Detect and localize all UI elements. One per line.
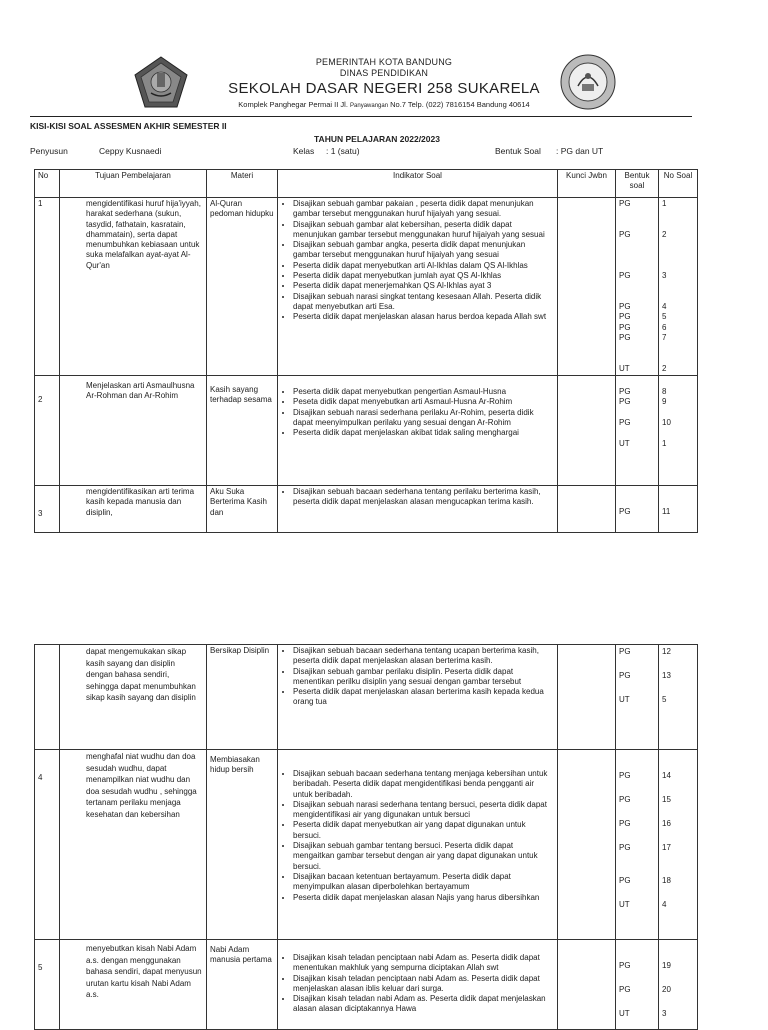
row-bentuk: PG PG UT xyxy=(616,940,659,1030)
col-header-indikator: Indikator Soal xyxy=(278,170,558,198)
list-item: • Disajikan sebuah gambar tentang bersuci. Peserta didik dapat mengaitkan gambar tersebut dengan air yang dapat digunakan untuk bersuci. xyxy=(293,841,554,872)
school-year: TAHUN PELAJARAN 2022/2023 xyxy=(314,134,440,144)
school-address: Komplek Panghegar Permai II Jl. Panyawangan No.7 Telp. (022) 7816154 Bandung 40614 xyxy=(238,100,530,109)
list-item: • Disajikan bacaan ketentuan bertayamum. Peserta didik dapat menyimpulkan alasan diperbolehkan bertayamum xyxy=(293,872,554,893)
list-item: • Disajikan sebuah narasi sederhana tentang bersuci, peserta didik dapat mengidentifikasi air yang digunakan untuk bersuci xyxy=(293,800,554,821)
list-item: • Disajikan sebuah narasi sederhana perilaku Ar-Rohim, peserta didik dapat meenyimpulkan perilaku yang sesuai dengan Ar-Rohim xyxy=(293,408,554,429)
row-nosoal: 12 13 5 xyxy=(659,645,698,750)
list-item: • Peserta didik dapat menyebutkan arti Al-Ikhlas dalam QS Al-Ikhlas xyxy=(293,261,554,271)
row-nosoal: 8 9 10 1 xyxy=(659,376,698,486)
table-row xyxy=(35,486,698,533)
row-indikator xyxy=(278,750,558,940)
bentuk-soal-label: Bentuk Soal xyxy=(495,146,541,156)
row-tujuan: menyebutkan kisah Nabi Adam a.s. dengan menggunakan bahasa sendiri, dapat menyusun urutan kartu kisah Nabi Adam a.s. xyxy=(60,940,207,1030)
list-item: • Disajikan kisah teladan penciptaan nabi Adam as. Peserta didik dapat menjelaskan alasan iblis keluar dari surga. xyxy=(293,974,554,995)
list-item: • Disajikan sebuah gambar perilaku disiplin. Peserta didik dapat menentikan perilku disiplin yang sesuai dengan gambar tersebut xyxy=(293,667,554,688)
row-nosoal: 11 xyxy=(659,486,698,533)
table-row xyxy=(35,940,698,1030)
kisi-kisi-table xyxy=(34,169,698,533)
row-nosoal: 19 20 3 xyxy=(659,940,698,1030)
header-line-2: DINAS PENDIDIKAN xyxy=(339,68,429,78)
row-indikator xyxy=(278,645,558,750)
row-no: 4 xyxy=(35,750,60,940)
row-kunci xyxy=(558,940,616,1030)
row-nosoal: 1 2 3 4 5 6 7 2 xyxy=(659,198,698,376)
col-header-kunci: Kunci Jwbn xyxy=(558,170,616,198)
row-no: 1 xyxy=(35,198,60,376)
list-item: • Peserta didik dapat menjelaskan alasan Najis yang harus dibersihkan xyxy=(293,893,554,903)
page-gap xyxy=(0,600,768,640)
row-tujuan: mengidentifikasikan arti terima kasih kepada manusia dan disiplin, xyxy=(60,486,207,533)
row-indikator xyxy=(278,376,558,486)
row-tujuan: menghafal niat wudhu dan doa sesudah wudhu, dapat menampilkan niat wudhu dan doa sesudah wudhu , sehingga tertanam perilaku menjaga kesehatan dan kebersihan xyxy=(60,750,207,940)
row-indikator xyxy=(278,198,558,376)
row-tujuan: mengidentifikasi huruf hija'iyyah, harakat sederhana (sukun, tasydid, fathatain, kasratain, dhammatain), serta dapat menumbuhkan kebiasaan untuk suka melafalkan ayat-ayat Al-Qur'an xyxy=(60,198,207,376)
row-materi: Kasih sayang terhadap sesama xyxy=(207,376,278,486)
row-bentuk: PG xyxy=(616,486,659,533)
kelas-value: : 1 (satu) xyxy=(326,146,360,156)
list-item: • Disajikan sebuah bacaan sederhana tentang menjaga kebersihan untuk beribadah. Peserta didik dapat mengidentifikasi benda pengganti air untuk beribadah. xyxy=(293,769,554,800)
row-materi: Membiasakan hidup bersih xyxy=(207,750,278,940)
row-kunci xyxy=(558,486,616,533)
list-item: • Disajikan sebuah narasi singkat tentang kesesaan Allah. Peserta didik dapat menyebutkan arti Esa. xyxy=(293,292,554,313)
row-indikator xyxy=(278,940,558,1030)
list-item: • Disajikan sebuah gambar pakaian , peserta didik dapat menunjukan gambar tersebut menggunakan huruf hijaiyah yang sesuai. xyxy=(293,199,554,220)
row-tujuan: Menjelaskan arti Asmaulhusna Ar-Rohman dan Ar-Rohim xyxy=(60,376,207,486)
list-item: • Disajikan sebuah gambar alat kebersihan, peserta didik dapat menunjukan gambar tersebut menggunakan huruf hijaiyah yang sesuai xyxy=(293,220,554,241)
list-item: • Disajikan kisah teladan nabi Adam as. Peserta didik dapat menjelaskan alasan alasan diciptakannya Hawa xyxy=(293,994,554,1015)
row-kunci xyxy=(558,198,616,376)
header-line-1: PEMERINTAH KOTA BANDUNG xyxy=(315,57,453,67)
table-header-row xyxy=(35,170,698,198)
row-no: 2 xyxy=(35,376,60,486)
row-bentuk: PG PG PG PG PG UT xyxy=(616,750,659,940)
col-header-nosoal: No Soal xyxy=(659,170,698,198)
list-item: • Peserta didik dapat menyebutkan air yang dapat digunakan untuk bersuci. xyxy=(293,820,554,841)
row-bentuk: PG PG UT xyxy=(616,645,659,750)
row-bentuk: PG PG PG UT xyxy=(616,376,659,486)
col-header-no: No xyxy=(35,170,60,198)
list-item: • Peseta didik dapat menyebutkan arti Asmaul-Husna Ar-Rohim xyxy=(293,397,554,407)
col-header-bentuk: Bentuk soal xyxy=(616,170,659,198)
list-item: • Disajikan sebuah gambar angka, peserta didik dapat menunjukan gambar tersebut menggunakan huruf hijaiyah yang sesuai xyxy=(293,240,554,261)
row-tujuan: dapat mengemukakan sikap kasih sayang dan disiplin dengan bahasa sendiri, sehingga dapat menumbuhkan sikap kasih sayang dan disiplin xyxy=(60,645,207,750)
header-rule xyxy=(30,116,692,117)
list-item: • Disajikan kisah teladan penciptaan nabi Adam as. Peserta didik dapat menentukan makhluk yang sempurna diciptakan Allah swt xyxy=(293,953,554,974)
row-bentuk: PG PG PG PG PG PG PG UT xyxy=(616,198,659,376)
school-name: SEKOLAH DASAR NEGERI 258 SUKARELA xyxy=(228,80,540,97)
row-no xyxy=(35,645,60,750)
row-no: 3 xyxy=(35,486,60,533)
col-header-materi: Materi xyxy=(207,170,278,198)
penyusun-label: Penyusun xyxy=(30,146,68,156)
list-item: • Peserta didik dapat menerjemahkan QS Al-Ikhlas ayat 3 xyxy=(293,281,554,291)
document-page-2 xyxy=(0,640,768,1024)
row-materi: Al-Quran pedoman hidupku xyxy=(207,198,278,376)
row-kunci xyxy=(558,645,616,750)
list-item: • Disajikan sebuah bacaan sederhana tentang perilaku berterima kasih, peserta didik dapat menjelaskan alasan mengucapkan terima kasih. xyxy=(293,487,554,508)
row-nosoal: 14 15 16 17 18 4 xyxy=(659,750,698,940)
bentuk-soal-value: : PG dan UT xyxy=(556,146,604,156)
row-kunci xyxy=(558,750,616,940)
list-item: • Peserta didik dapat menjelaskan alasan harus berdoa kepada Allah swt xyxy=(293,312,554,322)
row-kunci xyxy=(558,376,616,486)
row-indikator xyxy=(278,486,558,533)
row-materi: Aku Suka Berterima Kasih dan xyxy=(207,486,278,533)
table-row xyxy=(35,750,698,940)
list-item: • Peserta didik dapat menyebutkan pengertian Asmaul-Husna xyxy=(293,387,554,397)
list-item: • Peserta didik dapat menjelaskan akibat tidak saling menghargai xyxy=(293,428,554,438)
penyusun-value: Ceppy Kusnaedi xyxy=(99,146,162,156)
list-item: • Disajikan sebuah bacaan sederhana tentang ucapan berterima kasih, peserta didik dapat menjelaskan alasan berterima kasih. xyxy=(293,646,554,667)
col-header-tujuan: Tujuan Pembelajaran xyxy=(60,170,207,198)
kelas-label: Kelas xyxy=(293,146,315,156)
list-item: • Peserta didik dapat menyebutkan jumlah ayat QS Al-Ikhlas xyxy=(293,271,554,281)
table-row xyxy=(35,198,698,376)
row-no: 5 xyxy=(35,940,60,1030)
table-row xyxy=(35,376,698,486)
row-materi: Nabi Adam manusia pertama xyxy=(207,940,278,1030)
kisi-kisi-table-continued xyxy=(34,644,698,1030)
list-item: • Peserta didik dapat menjelaskan alasan berterima kasih kepada kedua orang tua xyxy=(293,687,554,708)
document-title: KISI-KISI SOAL ASSESMEN AKHIR SEMESTER II xyxy=(30,121,227,131)
row-materi: Bersikap Disiplin xyxy=(207,645,278,750)
table-row xyxy=(35,645,698,750)
